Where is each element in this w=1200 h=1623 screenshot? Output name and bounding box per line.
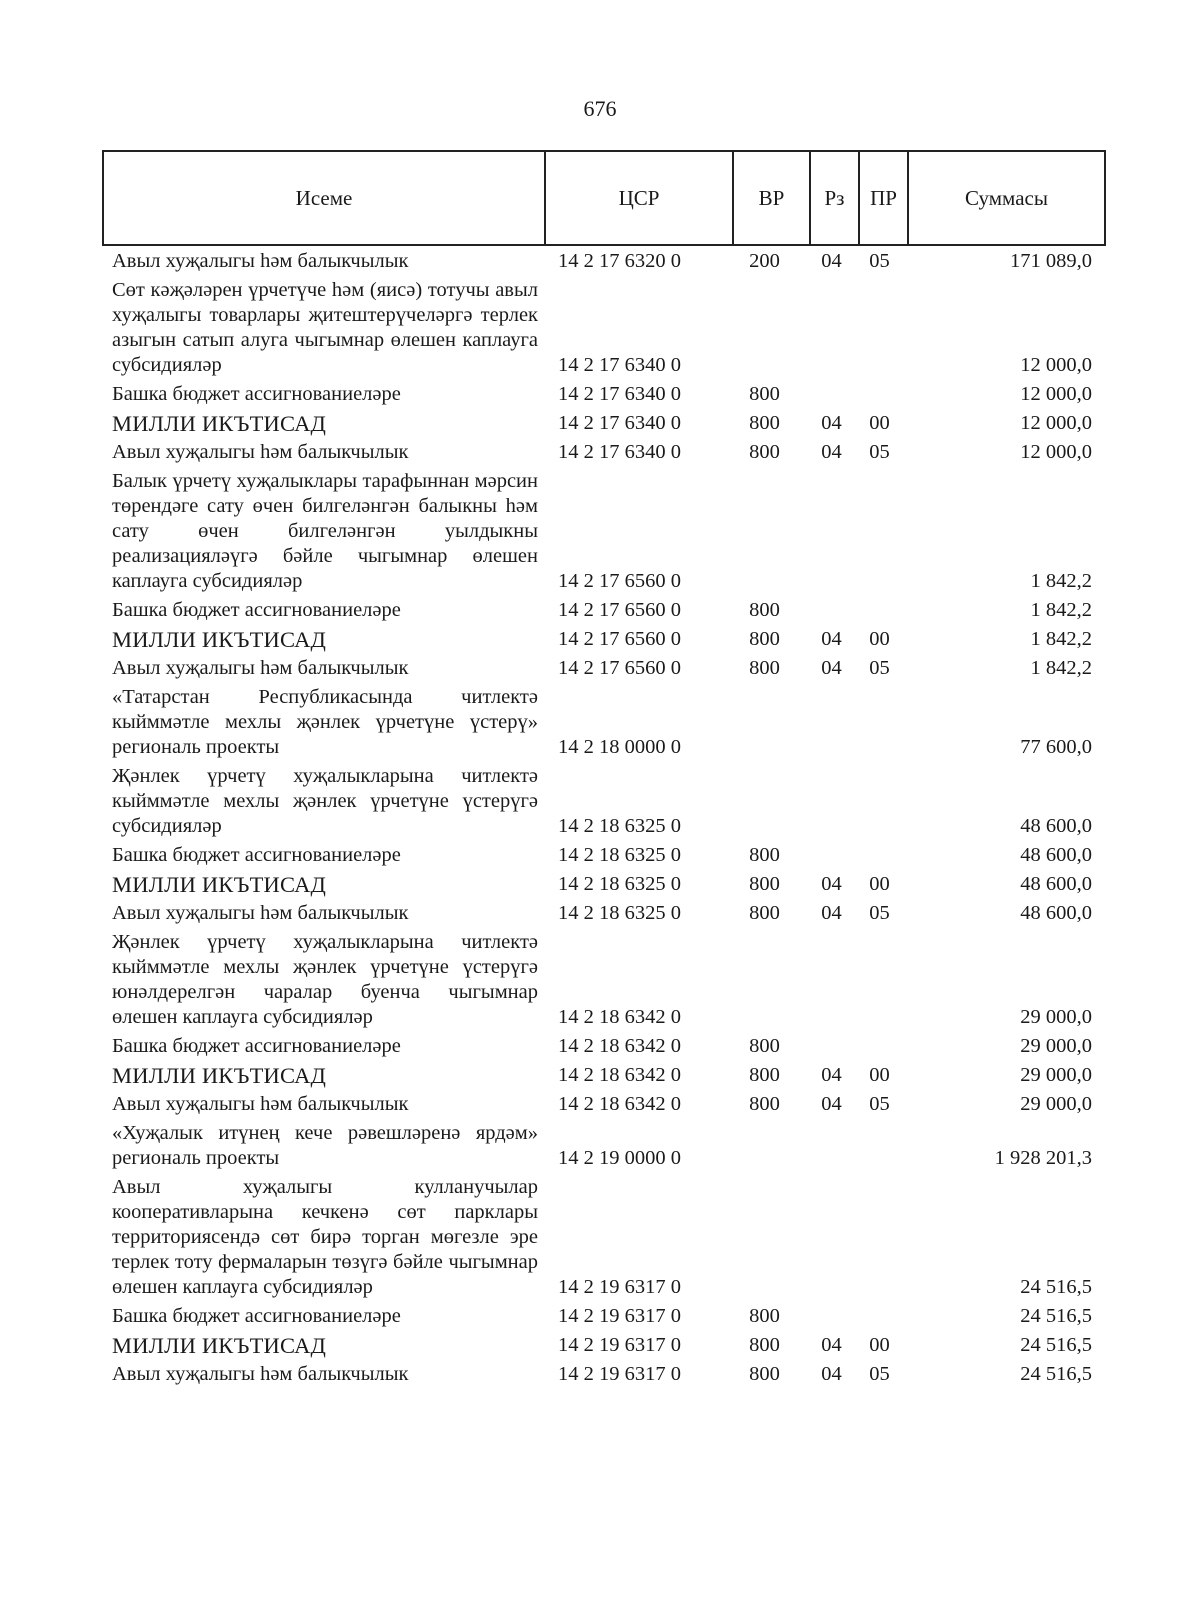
row-csr-cell: 14 2 17 6560 0 [558, 628, 681, 650]
row-sum-cell: 24 516,5 [1020, 1334, 1092, 1356]
row-sum-cell: 24 516,5 [1020, 1305, 1092, 1327]
column-header-sum: Суммасы [965, 185, 1048, 210]
row-vr-cell: 800 [749, 1035, 780, 1057]
row-sum-cell: 1 928 201,3 [994, 1147, 1092, 1169]
row-vr-cell: 800 [749, 599, 780, 621]
row-rz-cell: 04 [821, 1064, 842, 1086]
row-name-cell: Башка бюджет ассигнованиеләре [112, 1305, 401, 1327]
table-row [102, 1332, 1106, 1361]
row-csr-cell: 14 2 19 0000 0 [558, 1147, 681, 1169]
row-csr-cell: 14 2 18 6325 0 [558, 873, 681, 895]
table-row [102, 1303, 1106, 1332]
row-rz-cell: 04 [821, 441, 842, 463]
row-sum-cell: 12 000,0 [1020, 354, 1092, 376]
row-vr-cell: 800 [749, 383, 780, 405]
table-row [102, 900, 1106, 929]
row-csr-cell: 14 2 19 6317 0 [558, 1305, 681, 1327]
row-rz-cell: 04 [821, 873, 842, 895]
row-rz-cell: 04 [821, 1334, 842, 1356]
table-header [102, 150, 1106, 246]
row-sum-cell: 24 516,5 [1020, 1363, 1092, 1385]
row-vr-cell: 200 [749, 250, 780, 272]
table-row [102, 1091, 1106, 1120]
row-sum-cell: 48 600,0 [1020, 873, 1092, 895]
row-name-cell: Авыл хуҗалыгы һәм балыкчылык [112, 902, 409, 924]
table-body [102, 248, 1106, 1390]
column-header-vr: ВР [734, 152, 811, 244]
row-name-cell: Авыл хуҗалыгы һәм балыкчылык [112, 1093, 409, 1115]
row-name-cell: Җәнлек үрчетү хуҗалыкларына читлектә кыйммәтле мехлы җәнлек үрчетүне үстерүгә субсидияләр [112, 765, 538, 837]
row-csr-cell: 14 2 19 6317 0 [558, 1334, 681, 1356]
table-row [102, 684, 1106, 763]
row-csr-cell: 14 2 18 6342 0 [558, 1064, 681, 1086]
table-row [102, 1174, 1106, 1303]
row-csr-cell: 14 2 18 6325 0 [558, 815, 681, 837]
row-pr-cell: 05 [869, 902, 890, 924]
row-name-cell: МИЛЛИ ИКЪТИСАД [112, 1333, 327, 1358]
page-number: 676 [583, 96, 617, 121]
row-sum-cell: 29 000,0 [1020, 1006, 1092, 1028]
row-name-cell: Башка бюджет ассигнованиеләре [112, 844, 401, 866]
row-vr-cell: 800 [749, 1334, 780, 1356]
column-header-csr: ЦСР [546, 152, 734, 244]
row-name-cell: Балык үрчетү хуҗалыклары тарафыннан мәрсин төрендәге сату өчен билгеләнгән балыкны һәм сату өчен билгеләнгән уылдыкны реализацияләүгә бәйле чыгымнар өлешен каплауга субсидияләр [112, 470, 538, 592]
row-pr-cell: 00 [869, 873, 890, 895]
row-csr-cell: 14 2 17 6560 0 [558, 599, 681, 621]
row-name-cell: МИЛЛИ ИКЪТИСАД [112, 627, 327, 652]
table-row [102, 248, 1106, 277]
row-name-cell: «Хуҗалык итүнең кече рәвешләренә ярдәм» региональ проекты [112, 1122, 538, 1169]
row-pr-cell: 00 [869, 628, 890, 650]
table-row [102, 842, 1106, 871]
row-name-cell: Җәнлек үрчетү хуҗалыкларына читлектә кыйммәтле мехлы җәнлек үрчетүне үстерүгә юнәлдерелгән чаралар буенча чыгымнар өлешен каплауга субсидияләр [112, 931, 538, 1028]
row-name-cell: Авыл хуҗалыгы һәм балыкчылык [112, 1363, 409, 1385]
row-name-cell: Авыл хуҗалыгы һәм балыкчылык [112, 250, 409, 272]
row-csr-cell: 14 2 19 6317 0 [558, 1363, 681, 1385]
row-csr-cell: 14 2 18 6342 0 [558, 1093, 681, 1115]
row-vr-cell: 800 [749, 844, 780, 866]
row-sum-cell: 48 600,0 [1020, 902, 1092, 924]
row-pr-cell: 05 [869, 1093, 890, 1115]
column-header-pr: ПР [860, 152, 909, 244]
row-sum-cell: 29 000,0 [1020, 1064, 1092, 1086]
row-sum-cell: 1 842,2 [1030, 657, 1092, 679]
table-row [102, 1361, 1106, 1390]
row-csr-cell: 14 2 18 6325 0 [558, 844, 681, 866]
row-sum-cell: 1 842,2 [1030, 599, 1092, 621]
table-row [102, 439, 1106, 468]
row-vr-cell: 800 [749, 1363, 780, 1385]
row-pr-cell: 00 [869, 412, 890, 434]
row-csr-cell: 14 2 18 0000 0 [558, 736, 681, 758]
row-pr-cell: 05 [869, 250, 890, 272]
row-sum-cell: 29 000,0 [1020, 1035, 1092, 1057]
table-row [102, 871, 1106, 900]
row-name-cell: МИЛЛИ ИКЪТИСАД [112, 411, 327, 436]
row-pr-cell: 05 [869, 1363, 890, 1385]
row-sum-cell: 1 842,2 [1030, 628, 1092, 650]
row-csr-cell: 14 2 19 6317 0 [558, 1276, 681, 1298]
row-name-cell: МИЛЛИ ИКЪТИСАД [112, 872, 327, 897]
table-row [102, 468, 1106, 597]
row-sum-cell: 12 000,0 [1020, 383, 1092, 405]
table-row [102, 381, 1106, 410]
row-sum-cell: 171 089,0 [1010, 250, 1092, 272]
table-row [102, 1120, 1106, 1174]
row-vr-cell: 800 [749, 441, 780, 463]
table-row [102, 1033, 1106, 1062]
row-sum-cell: 24 516,5 [1020, 1276, 1092, 1298]
row-sum-cell: 29 000,0 [1020, 1093, 1092, 1115]
row-sum-cell: 48 600,0 [1020, 844, 1092, 866]
row-vr-cell: 800 [749, 873, 780, 895]
row-rz-cell: 04 [821, 657, 842, 679]
row-csr-cell: 14 2 17 6560 0 [558, 570, 681, 592]
row-name-cell: Башка бюджет ассигнованиеләре [112, 383, 401, 405]
table-row [102, 929, 1106, 1033]
table-row [102, 626, 1106, 655]
row-name-cell: Башка бюджет ассигнованиеләре [112, 1035, 401, 1057]
row-vr-cell: 800 [749, 1064, 780, 1086]
row-pr-cell: 00 [869, 1334, 890, 1356]
row-sum-cell: 12 000,0 [1020, 412, 1092, 434]
row-pr-cell: 05 [869, 657, 890, 679]
row-csr-cell: 14 2 18 6325 0 [558, 902, 681, 924]
row-name-cell: Авыл хуҗалыгы һәм балыкчылык [112, 441, 409, 463]
table-row [102, 410, 1106, 439]
row-sum-cell: 1 842,2 [1030, 570, 1092, 592]
row-vr-cell: 800 [749, 412, 780, 434]
table-row [102, 763, 1106, 842]
table-row [102, 1062, 1106, 1091]
row-name-cell: Авыл хуҗалыгы һәм балыкчылык [112, 657, 409, 679]
row-name-cell: Башка бюджет ассигнованиеләре [112, 599, 401, 621]
row-name-cell: Авыл хуҗалыгы кулланучылар кооперативларына кечкенә сөт парклары территориясендә сөт бирә торган мөгезле эре терлек тоту фермаларын төзүгә бәйле чыгымнар өлешен каплауга субсидияләр [112, 1176, 538, 1298]
row-name-cell: «Татарстан Республикасында читлектә кыйммәтле мехлы җәнлек үрчетүне үстерү» региональ проекты [112, 686, 538, 758]
row-vr-cell: 800 [749, 657, 780, 679]
row-rz-cell: 04 [821, 902, 842, 924]
row-csr-cell: 14 2 18 6342 0 [558, 1006, 681, 1028]
row-rz-cell: 04 [821, 412, 842, 434]
row-csr-cell: 14 2 17 6340 0 [558, 412, 681, 434]
row-sum-cell: 77 600,0 [1020, 736, 1092, 758]
table-row [102, 277, 1106, 381]
row-pr-cell: 00 [869, 1064, 890, 1086]
row-vr-cell: 800 [749, 628, 780, 650]
row-csr-cell: 14 2 17 6340 0 [558, 383, 681, 405]
row-rz-cell: 04 [821, 1363, 842, 1385]
row-rz-cell: 04 [821, 250, 842, 272]
row-name-cell: МИЛЛИ ИКЪТИСАД [112, 1063, 327, 1088]
row-csr-cell: 14 2 17 6340 0 [558, 354, 681, 376]
row-sum-cell: 48 600,0 [1020, 815, 1092, 837]
row-pr-cell: 05 [869, 441, 890, 463]
row-csr-cell: 14 2 17 6320 0 [558, 250, 681, 272]
column-header-rz: Рз [811, 152, 860, 244]
row-csr-cell: 14 2 18 6342 0 [558, 1035, 681, 1057]
table-row [102, 597, 1106, 626]
row-csr-cell: 14 2 17 6560 0 [558, 657, 681, 679]
table-row [102, 655, 1106, 684]
row-vr-cell: 800 [749, 1093, 780, 1115]
row-vr-cell: 800 [749, 1305, 780, 1327]
row-sum-cell: 12 000,0 [1020, 441, 1092, 463]
row-rz-cell: 04 [821, 1093, 842, 1115]
row-vr-cell: 800 [749, 902, 780, 924]
column-header-name: Исеме [104, 152, 546, 244]
row-name-cell: Сөт кәҗәләрен үрчетүче һәм (яисә) тотучы авыл хуҗалыгы товарлары җитештерүчеләргә терлек азыгын сатып алуга чыгымнар өлешен каплауга субсидияләр [112, 279, 538, 376]
row-csr-cell: 14 2 17 6340 0 [558, 441, 681, 463]
row-rz-cell: 04 [821, 628, 842, 650]
